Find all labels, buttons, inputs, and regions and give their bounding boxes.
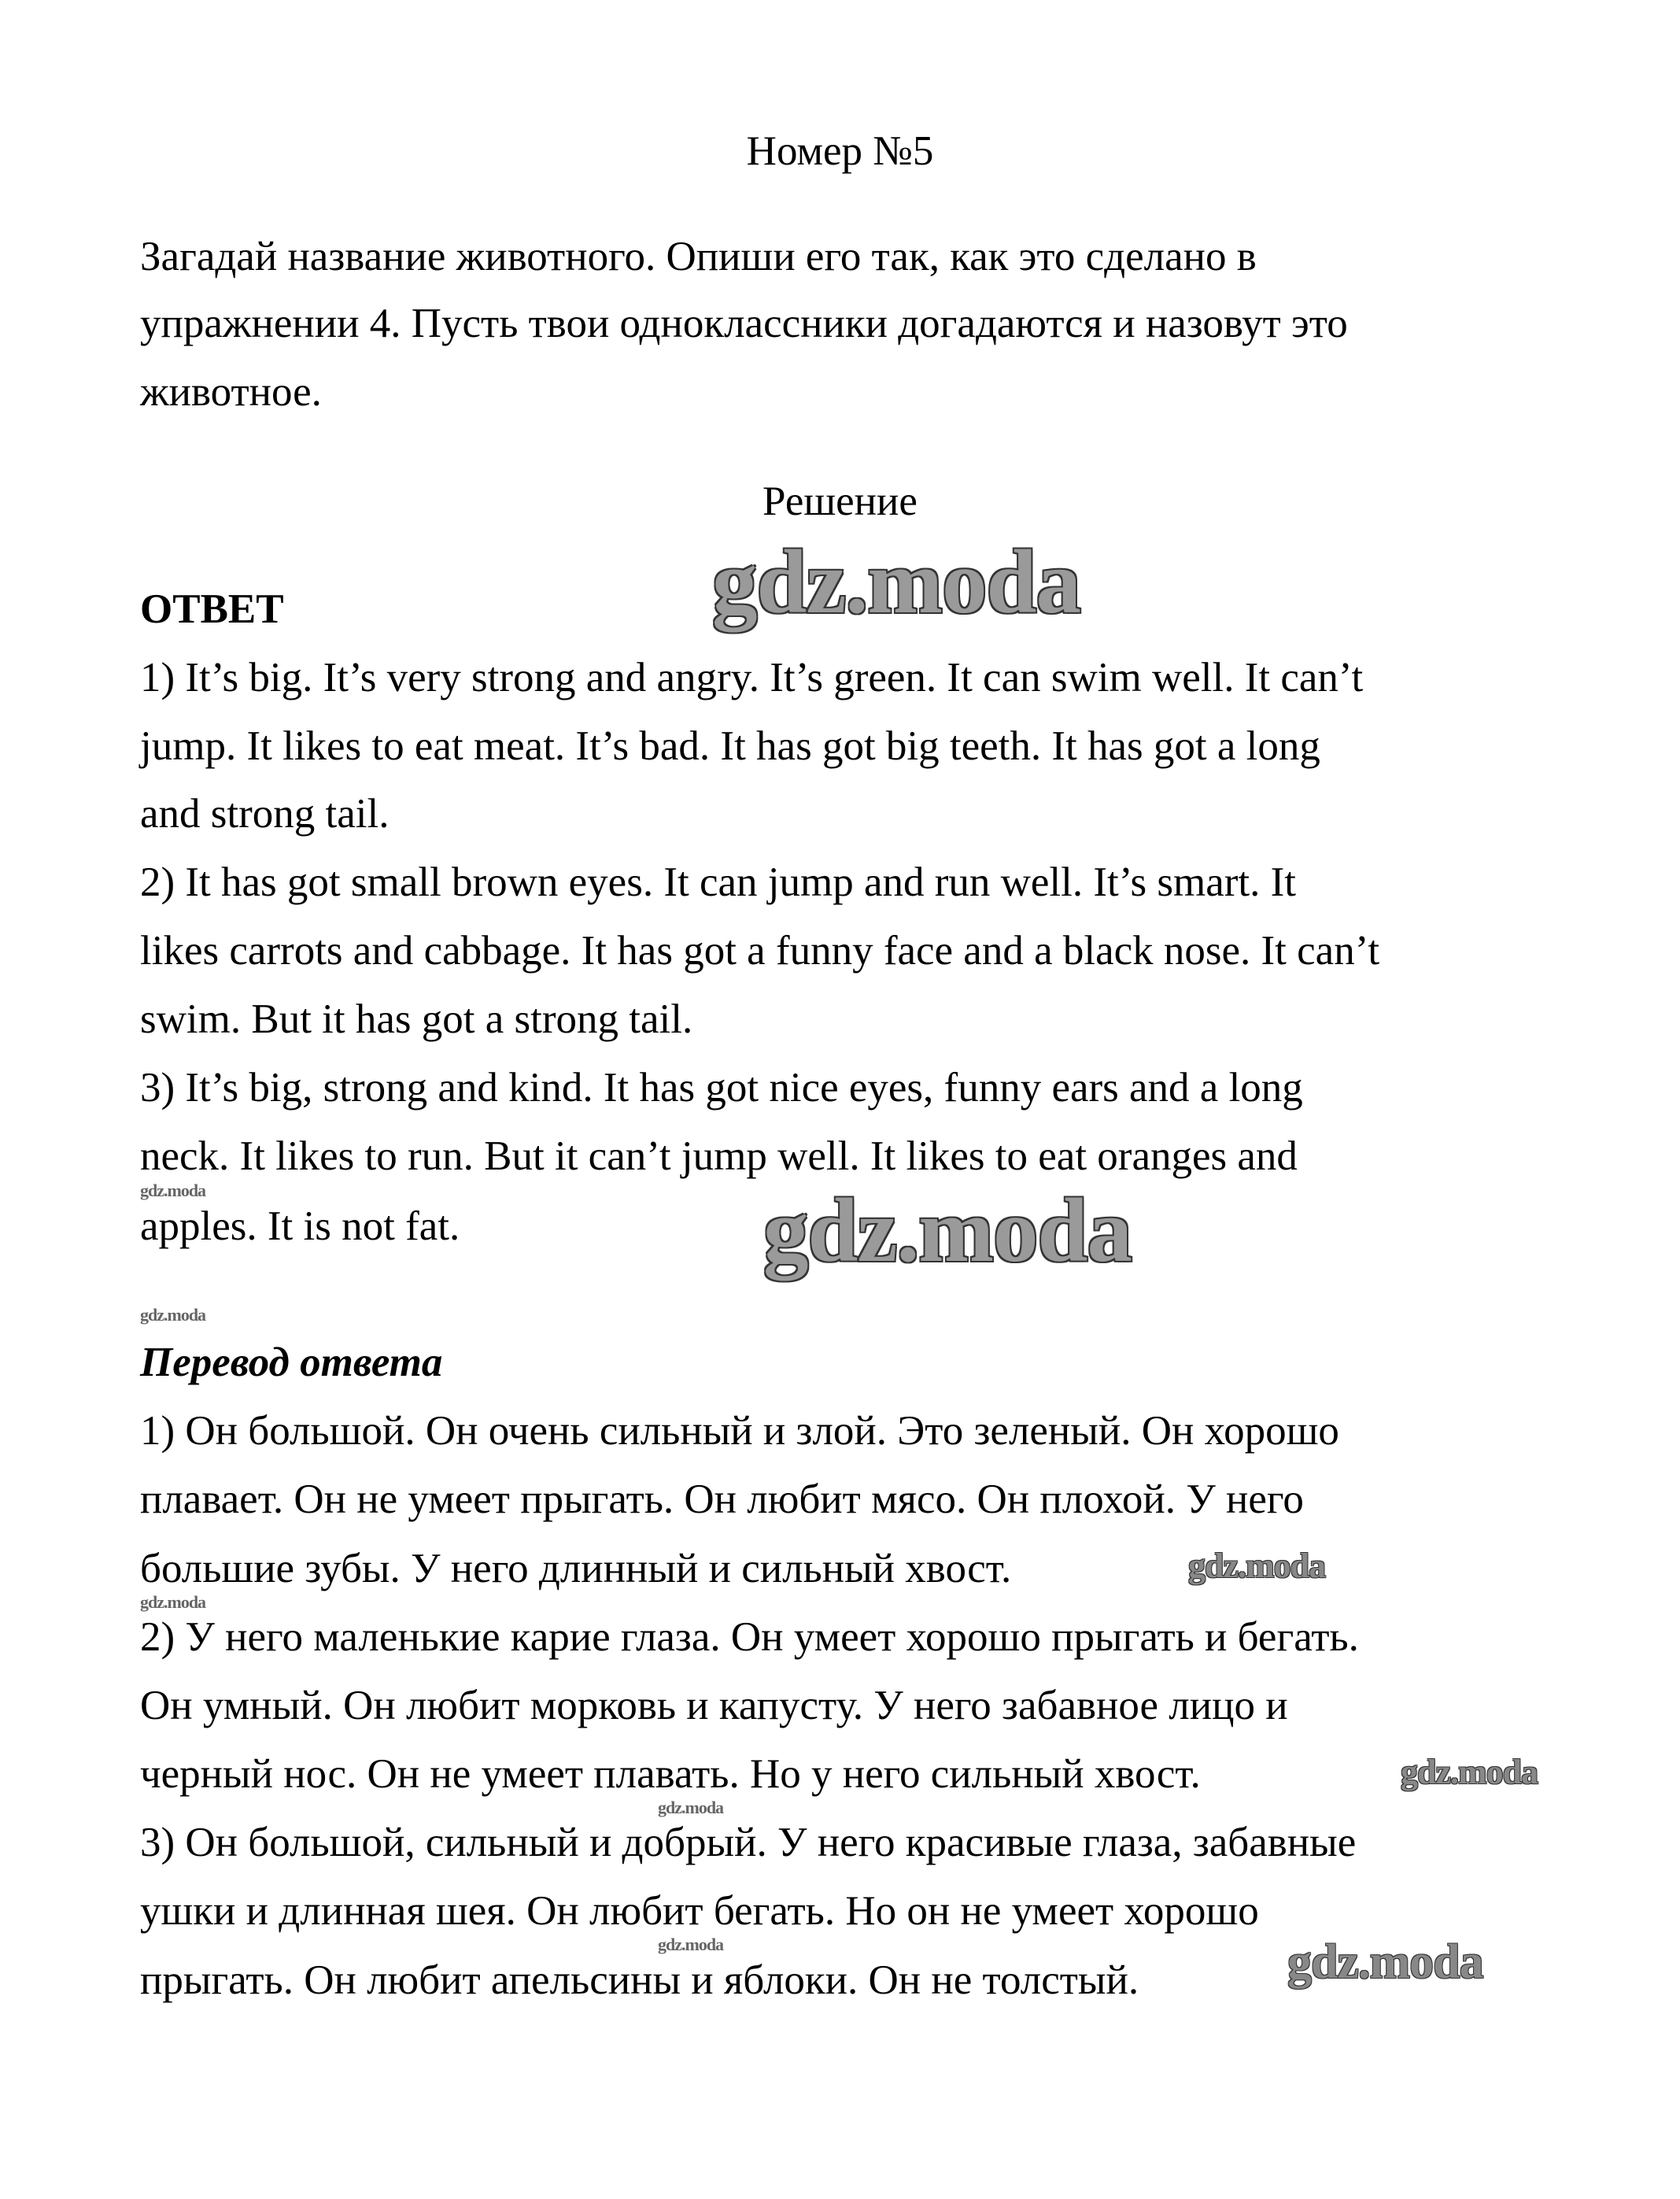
text-line: 2) У него маленькие карие глаза. Он умеет хорошо прыгать и бегать. bbox=[140, 1614, 1359, 1660]
text-line: 1) Он большой. Он очень сильный и злой. Это зеленый. Он хорошо bbox=[140, 1408, 1339, 1454]
text-line: ушки и длинная шея. Он любит бегать. Но он не умеет хорошо bbox=[140, 1888, 1259, 1934]
text-line: прыгать. Он любит апельсины и яблоки. Он не толстый. bbox=[140, 1957, 1139, 2003]
watermark-logo: gdz.moda bbox=[140, 1592, 206, 1612]
watermark-logo: gdz.moda bbox=[658, 1798, 724, 1817]
text-line: 3) Он большой, сильный и добрый. У него красивые глаза, забавные bbox=[140, 1820, 1357, 1865]
text-line: плавает. Он не умеет прыгать. Он любит мясо. Он плохой. У него bbox=[140, 1476, 1304, 1522]
text-line: swim. But it has got a strong tail. bbox=[140, 996, 693, 1042]
text-line: большие зубы. У него длинный и сильный хвост. bbox=[140, 1546, 1012, 1591]
text-line: 1) It’s big. It’s very strong and angry. It’s green. It can swim well. It can’t bbox=[140, 655, 1364, 700]
watermark-logo: gdz.moda bbox=[1401, 1753, 1538, 1791]
page-title: Номер №5 bbox=[746, 128, 934, 174]
text-line: and strong tail. bbox=[140, 791, 390, 837]
watermark-logo: gdz.moda bbox=[712, 532, 1081, 632]
text-line: Он умный. Он любит морковь и капусту. У него забавное лицо и bbox=[140, 1683, 1288, 1728]
watermark-logo: gdz.moda bbox=[658, 1935, 724, 1954]
text-line: упражнении 4. Пусть твои одноклассники догадаются и назовут это bbox=[140, 301, 1348, 346]
answer-heading: ОТВЕТ bbox=[140, 586, 284, 632]
watermark-logo: gdz.moda bbox=[763, 1181, 1132, 1281]
translation-heading: Перевод ответа bbox=[140, 1340, 443, 1385]
text-line: 3) It’s big, strong and kind. It has got nice eyes, funny ears and a long bbox=[140, 1065, 1303, 1111]
text-line: черный нос. Он не умеет плавать. Но у него сильный хвост. bbox=[140, 1751, 1201, 1797]
text-line: 2) It has got small brown eyes. It can jump and run well. It’s smart. It bbox=[140, 859, 1296, 905]
text-line: животное. bbox=[140, 369, 322, 415]
text-line: apples. It is not fat. bbox=[140, 1203, 460, 1249]
watermark-logo: gdz.moda bbox=[140, 1181, 206, 1200]
text-line: neck. It likes to run. But it can’t jump well. It likes to eat oranges and bbox=[140, 1133, 1298, 1179]
solution-heading: Решение bbox=[762, 479, 918, 524]
watermark-logo: gdz.moda bbox=[1287, 1935, 1483, 1989]
text-line: jump. It likes to eat meat. It’s bad. It has got big teeth. It has got a long bbox=[140, 723, 1320, 769]
text-line: likes carrots and cabbage. It has got a funny face and a black nose. It can’t bbox=[140, 928, 1380, 974]
text-line: Загадай название животного. Опиши его так, как это сделано в bbox=[140, 234, 1257, 279]
watermark-logo: gdz.moda bbox=[1188, 1547, 1326, 1585]
watermark-logo: gdz.moda bbox=[140, 1305, 206, 1325]
